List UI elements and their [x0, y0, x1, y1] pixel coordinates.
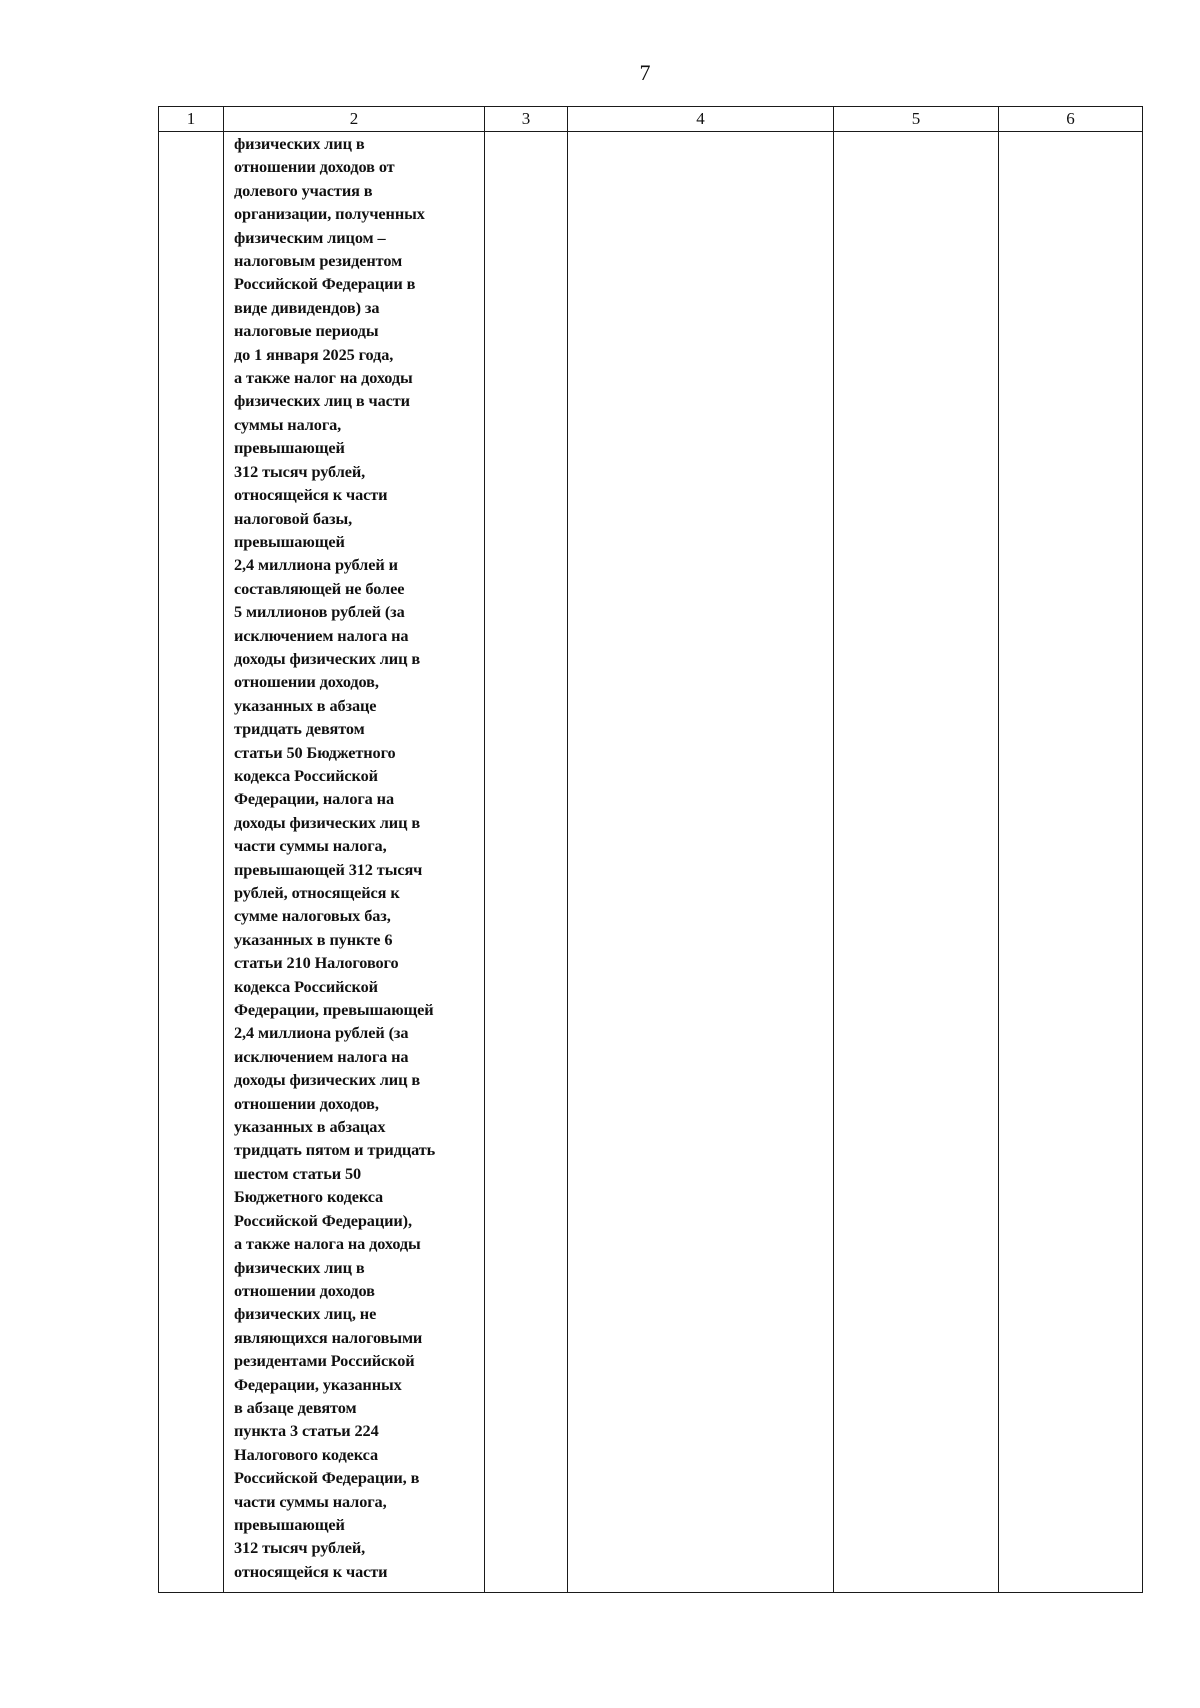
- text-line: налоговой базы,: [234, 508, 353, 528]
- text-line: указанных в абзаце: [234, 695, 377, 715]
- text-line: рублей, относящейся к: [234, 883, 400, 902]
- text-line: указанных в пункте 6: [234, 929, 393, 949]
- cell-column-5: [834, 132, 999, 1593]
- text-line: части суммы налога,: [234, 836, 387, 856]
- text-line: в абзаце девятом: [234, 1397, 357, 1417]
- text-line: кодекса Российской: [234, 765, 378, 785]
- text-line: статьи 210 Налогового: [234, 953, 399, 973]
- text-line: а также налог на доходы: [234, 368, 413, 388]
- text-line: суммы налога,: [234, 414, 342, 434]
- text-line: доходы физических лиц в: [234, 812, 421, 832]
- text-line: 312 тысяч рублей,: [234, 461, 366, 481]
- text-line: отношении доходов: [234, 1280, 375, 1300]
- text-line: тридцать девятом: [234, 719, 365, 739]
- text-line: физических лиц, не: [234, 1304, 377, 1324]
- text-line: относящейся к части: [234, 1561, 388, 1581]
- text-line: а также налога на доходы: [234, 1234, 421, 1254]
- text-line: статьи 50 Бюджетного: [234, 742, 396, 762]
- text-line: Федерации, указанных: [234, 1374, 402, 1394]
- text-line: до 1 января 2025 года,: [234, 344, 394, 364]
- text-line: физических лиц в части: [234, 391, 410, 411]
- column-header-1: 1: [159, 107, 224, 132]
- text-line: доходы физических лиц в: [234, 1070, 421, 1090]
- text-line: физическим лицом –: [234, 227, 386, 247]
- text-line: Федерации, налога на: [234, 789, 395, 809]
- text-line: 2,4 миллиона рублей и: [234, 555, 398, 575]
- text-line: отношении доходов,: [234, 672, 379, 692]
- text-line: исключением налога на: [234, 625, 409, 645]
- text-line: тридцать пятом и тридцать: [234, 1140, 436, 1160]
- text-line: долевого участия в: [234, 180, 373, 200]
- text-line: шестом статьи 50: [234, 1163, 362, 1183]
- text-line: Российской Федерации),: [234, 1210, 412, 1230]
- column-header-4: 4: [568, 107, 834, 132]
- column-header-3: 3: [485, 107, 568, 132]
- cell-column-2: [224, 132, 485, 1593]
- column-header-2: 2: [224, 107, 485, 132]
- text-line: исключением налога на: [234, 1046, 409, 1066]
- text-line: кодекса Российской: [234, 976, 378, 996]
- text-line: указанных в абзацах: [234, 1117, 386, 1137]
- text-line: организации, полученных: [234, 204, 425, 224]
- text-line: Федерации, превышающей: [234, 1000, 434, 1020]
- text-line: сумме налоговых баз,: [234, 906, 391, 926]
- text-line: виде дивидендов) за: [234, 297, 380, 317]
- text-line: отношении доходов,: [234, 1093, 379, 1113]
- text-line: пункта 3 статьи 224: [234, 1421, 379, 1441]
- text-line: превышающей: [234, 1514, 345, 1534]
- page-number: 7: [639, 60, 651, 85]
- text-line: Бюджетного кодекса: [234, 1187, 384, 1207]
- text-line: Российской Федерации в: [234, 274, 416, 294]
- text-line: превышающей: [234, 438, 345, 458]
- text-line: 5 миллионов рублей (за: [234, 602, 405, 622]
- text-line: 312 тысяч рублей,: [234, 1538, 366, 1558]
- text-line: превышающей 312 тысяч: [234, 859, 423, 879]
- text-line: физических лиц в: [234, 1257, 365, 1277]
- cell-column-3: [485, 132, 568, 1593]
- text-line: составляющей не более: [234, 578, 405, 598]
- text-line: доходы физических лиц в: [234, 648, 421, 668]
- text-line: отношении доходов от: [234, 157, 395, 177]
- text-line: являющихся налоговыми: [234, 1327, 423, 1347]
- table-row: [159, 132, 1143, 1593]
- text-line: Российской Федерации, в: [234, 1468, 420, 1488]
- text-line: физических лиц в: [234, 134, 365, 153]
- text-line: 2,4 миллиона рублей (за: [234, 1023, 409, 1043]
- cell-column-4: [568, 132, 834, 1593]
- text-line: превышающей: [234, 531, 345, 551]
- cell-column-6: [999, 132, 1143, 1593]
- table-header-row: [159, 107, 1143, 132]
- column-header-5: 5: [834, 107, 999, 132]
- text-line: налоговые периоды: [234, 321, 379, 341]
- text-line: резидентами Российской: [234, 1351, 415, 1371]
- text-line: Налогового кодекса: [234, 1444, 379, 1464]
- cell-description-text: [224, 132, 484, 1583]
- text-line: налоговым резидентом: [234, 251, 403, 271]
- text-line: части суммы налога,: [234, 1491, 387, 1511]
- column-header-6: 6: [999, 107, 1143, 132]
- document-table: [158, 106, 1143, 1593]
- cell-column-1: [159, 132, 224, 1593]
- text-line: относящейся к части: [234, 485, 388, 505]
